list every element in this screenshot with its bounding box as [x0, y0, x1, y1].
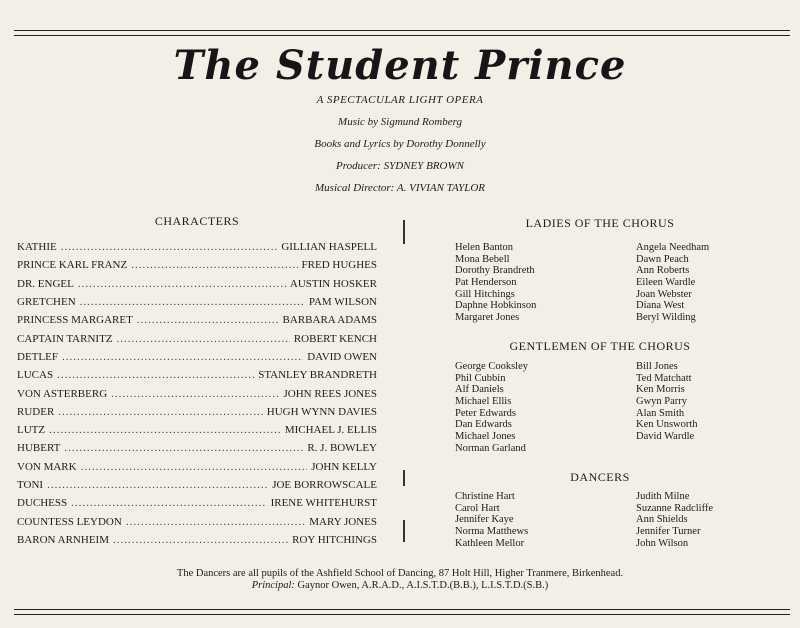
- dot-leader: [137, 314, 279, 326]
- character-row: [17, 531, 377, 549]
- dot-leader: [117, 333, 290, 345]
- dot-leader: [71, 497, 266, 509]
- name-item: Bill Jones: [636, 361, 678, 372]
- characters-list: [17, 238, 377, 549]
- name-item: Angela Needham: [636, 242, 710, 253]
- name-item: Pat Henderson: [455, 277, 517, 289]
- character-actor: MARY JONES: [309, 515, 377, 528]
- ladies-heading: LADIES OF THE CHORUS: [525, 216, 675, 230]
- name-item: George Cooksley: [455, 361, 529, 372]
- name-item: Judith Milne: [636, 491, 690, 502]
- character-role: GRETCHEN: [17, 296, 76, 309]
- character-row: [17, 384, 377, 402]
- character-row: [17, 256, 377, 274]
- character-actor: FRED HUGHES: [301, 259, 377, 272]
- character-actor: IRENE WHITEHURST: [270, 497, 377, 510]
- character-actor: ROBERT KENCH: [293, 332, 377, 345]
- name-item: Margaret Jones: [455, 312, 520, 324]
- dot-leader: [47, 479, 268, 491]
- music-credit: Music by Sigmund Romberg: [338, 116, 462, 128]
- character-row: [17, 512, 377, 530]
- name-item: Helen Banton: [455, 242, 514, 253]
- character-actor: PAM WILSON: [308, 296, 377, 309]
- name-item: Carol Hart: [455, 502, 500, 514]
- name-item: Mona Bebell: [455, 253, 510, 265]
- name-item: Gill Hitchings: [455, 288, 515, 300]
- name-item: Gwyn Parry: [636, 396, 688, 408]
- name-item: Jennifer Turner: [636, 526, 701, 538]
- character-row: [17, 476, 377, 494]
- dot-leader: [113, 534, 288, 546]
- name-item: Michael Jones: [455, 431, 516, 443]
- character-role: BARON ARNHEIM: [17, 533, 109, 546]
- character-role: VON MARK: [17, 460, 77, 473]
- name-item: Michael Ellis: [455, 396, 512, 408]
- character-role: LUTZ: [17, 424, 46, 437]
- name-item: Joan Webster: [636, 288, 692, 300]
- dot-leader: [80, 296, 305, 308]
- dot-leader: [58, 406, 263, 418]
- character-actor: MICHAEL J. ELLIS: [284, 424, 377, 437]
- character-actor: HUGH WYNN DAVIES: [266, 405, 377, 418]
- top-double-rule: [14, 30, 790, 36]
- name-item: Norma Matthews: [455, 526, 529, 538]
- dot-leader: [57, 369, 254, 381]
- dot-leader: [64, 442, 303, 454]
- character-row: [17, 238, 377, 256]
- character-row: [17, 275, 377, 293]
- programme-title: The Student Prince: [173, 42, 627, 89]
- name-item: Peter Edwards: [455, 407, 516, 419]
- name-item: Ken Unsworth: [636, 419, 698, 431]
- dot-leader: [131, 259, 297, 271]
- name-item: Eileen Wardle: [636, 277, 696, 289]
- ladies-list-left: [455, 242, 536, 324]
- character-role: DETLEF: [17, 350, 58, 363]
- character-actor: DAVID OWEN: [307, 350, 377, 363]
- name-item: Jennifer Kaye: [455, 514, 514, 526]
- character-row: [17, 494, 377, 512]
- ladies-list-right: [636, 242, 709, 324]
- character-actor: AUSTIN HOSKER: [289, 277, 377, 290]
- subtitle: A SPECTACULAR LIGHT OPERA: [316, 94, 484, 106]
- character-row: [17, 366, 377, 384]
- character-role: DUCHESS: [17, 497, 68, 510]
- dancers-list-right: [636, 491, 713, 549]
- director-credit: Musical Director: A. VIVIAN TAYLOR: [315, 182, 485, 194]
- footer-line: The Dancers are all pupils of the Ashfield School of Dancing, 87 Holt Hill, Higher Tranmere, Birkenhead.: [176, 568, 624, 579]
- dot-leader: [62, 351, 303, 363]
- dot-leader: [81, 461, 308, 473]
- name-item: Ann Shields: [636, 514, 688, 526]
- character-role: CAPTAIN TARNITZ: [17, 332, 113, 345]
- character-row: [17, 293, 377, 311]
- footer-note: [0, 568, 800, 592]
- character-row: [17, 348, 377, 366]
- character-role: COUNTESS LEYDON: [17, 515, 122, 528]
- name-item: Dan Edwards: [455, 419, 512, 431]
- name-item: Alf Daniels: [455, 384, 504, 396]
- character-role: PRINCESS MARGARET: [17, 314, 133, 327]
- name-item: Diana West: [636, 300, 685, 312]
- name-item: Ann Roberts: [636, 265, 690, 277]
- bottom-double-rule: [14, 609, 790, 615]
- character-row: [17, 311, 377, 329]
- character-role: LUCAS: [17, 369, 54, 382]
- credits-block: [0, 92, 800, 202]
- name-item: Dawn Peach: [636, 253, 689, 265]
- character-row: [17, 421, 377, 439]
- name-item: David Wardle: [636, 431, 695, 443]
- principal-text: Gaynor Owen, A.R.A.D., A.I.S.T.D.(B.B.), L.I.S.T.D.(S.B.): [297, 580, 549, 591]
- gentlemen-list-left: [455, 361, 528, 455]
- name-item: Christine Hart: [455, 491, 515, 502]
- dot-leader: [126, 516, 305, 528]
- character-row: [17, 329, 377, 347]
- name-item: Kathleen Mellor: [455, 537, 525, 549]
- character-actor: GILLIAN HASPELL: [281, 241, 377, 254]
- dancers-list-left: [455, 491, 528, 549]
- name-item: Ted Matchatt: [636, 372, 692, 384]
- character-actor: R. J. BOWLEY: [307, 442, 377, 455]
- character-row: [17, 439, 377, 457]
- name-item: Dorothy Brandreth: [455, 265, 535, 277]
- name-item: Daphne Hobkinson: [455, 300, 537, 312]
- dot-leader: [78, 278, 286, 290]
- name-item: John Wilson: [636, 537, 689, 549]
- gentlemen-heading: GENTLEMEN OF THE CHORUS: [509, 339, 691, 353]
- character-role: VON ASTERBERG: [17, 387, 108, 400]
- character-actor: JOHN KELLY: [311, 460, 377, 473]
- character-actor: STANLEY BRANDRETH: [258, 369, 377, 382]
- divider-mark: [403, 520, 405, 542]
- dot-leader: [49, 424, 281, 436]
- character-role: KATHIE: [17, 241, 57, 254]
- gentlemen-list-right: [636, 361, 698, 443]
- divider-mark: [403, 470, 405, 486]
- character-actor: BARBARA ADAMS: [282, 314, 377, 327]
- character-role: HUBERT: [17, 442, 61, 455]
- character-role: DR. ENGEL: [17, 277, 74, 290]
- name-item: Suzanne Radcliffe: [636, 502, 714, 514]
- character-role: RUDER: [17, 405, 55, 418]
- characters-heading: CHARACTERS: [154, 214, 240, 228]
- books-credit: Books and Lyrics by Dorothy Donnelly: [314, 138, 486, 150]
- name-item: Ken Morris: [636, 384, 685, 396]
- divider-mark: [403, 220, 405, 244]
- principal-label: Principal:: [251, 580, 295, 591]
- character-actor: JOE BORROWSCALE: [272, 479, 377, 491]
- producer-credit: Producer: SYDNEY BROWN: [336, 160, 464, 172]
- name-item: Phil Cubbin: [455, 372, 506, 384]
- name-item: Norman Garland: [455, 442, 526, 454]
- character-actor: JOHN REES JONES: [283, 387, 377, 400]
- character-row: [17, 403, 377, 421]
- dot-leader: [61, 241, 278, 253]
- character-role: TONI: [17, 479, 44, 491]
- principal-line: [0, 580, 800, 592]
- character-role: PRINCE KARL FRANZ: [17, 259, 128, 272]
- name-item: Beryl Wilding: [636, 312, 696, 324]
- dancers-heading: DANCERS: [570, 470, 630, 484]
- character-row: [17, 458, 377, 476]
- name-item: Alan Smith: [636, 407, 685, 419]
- dot-leader: [111, 388, 279, 400]
- character-actor: ROY HITCHINGS: [292, 533, 377, 546]
